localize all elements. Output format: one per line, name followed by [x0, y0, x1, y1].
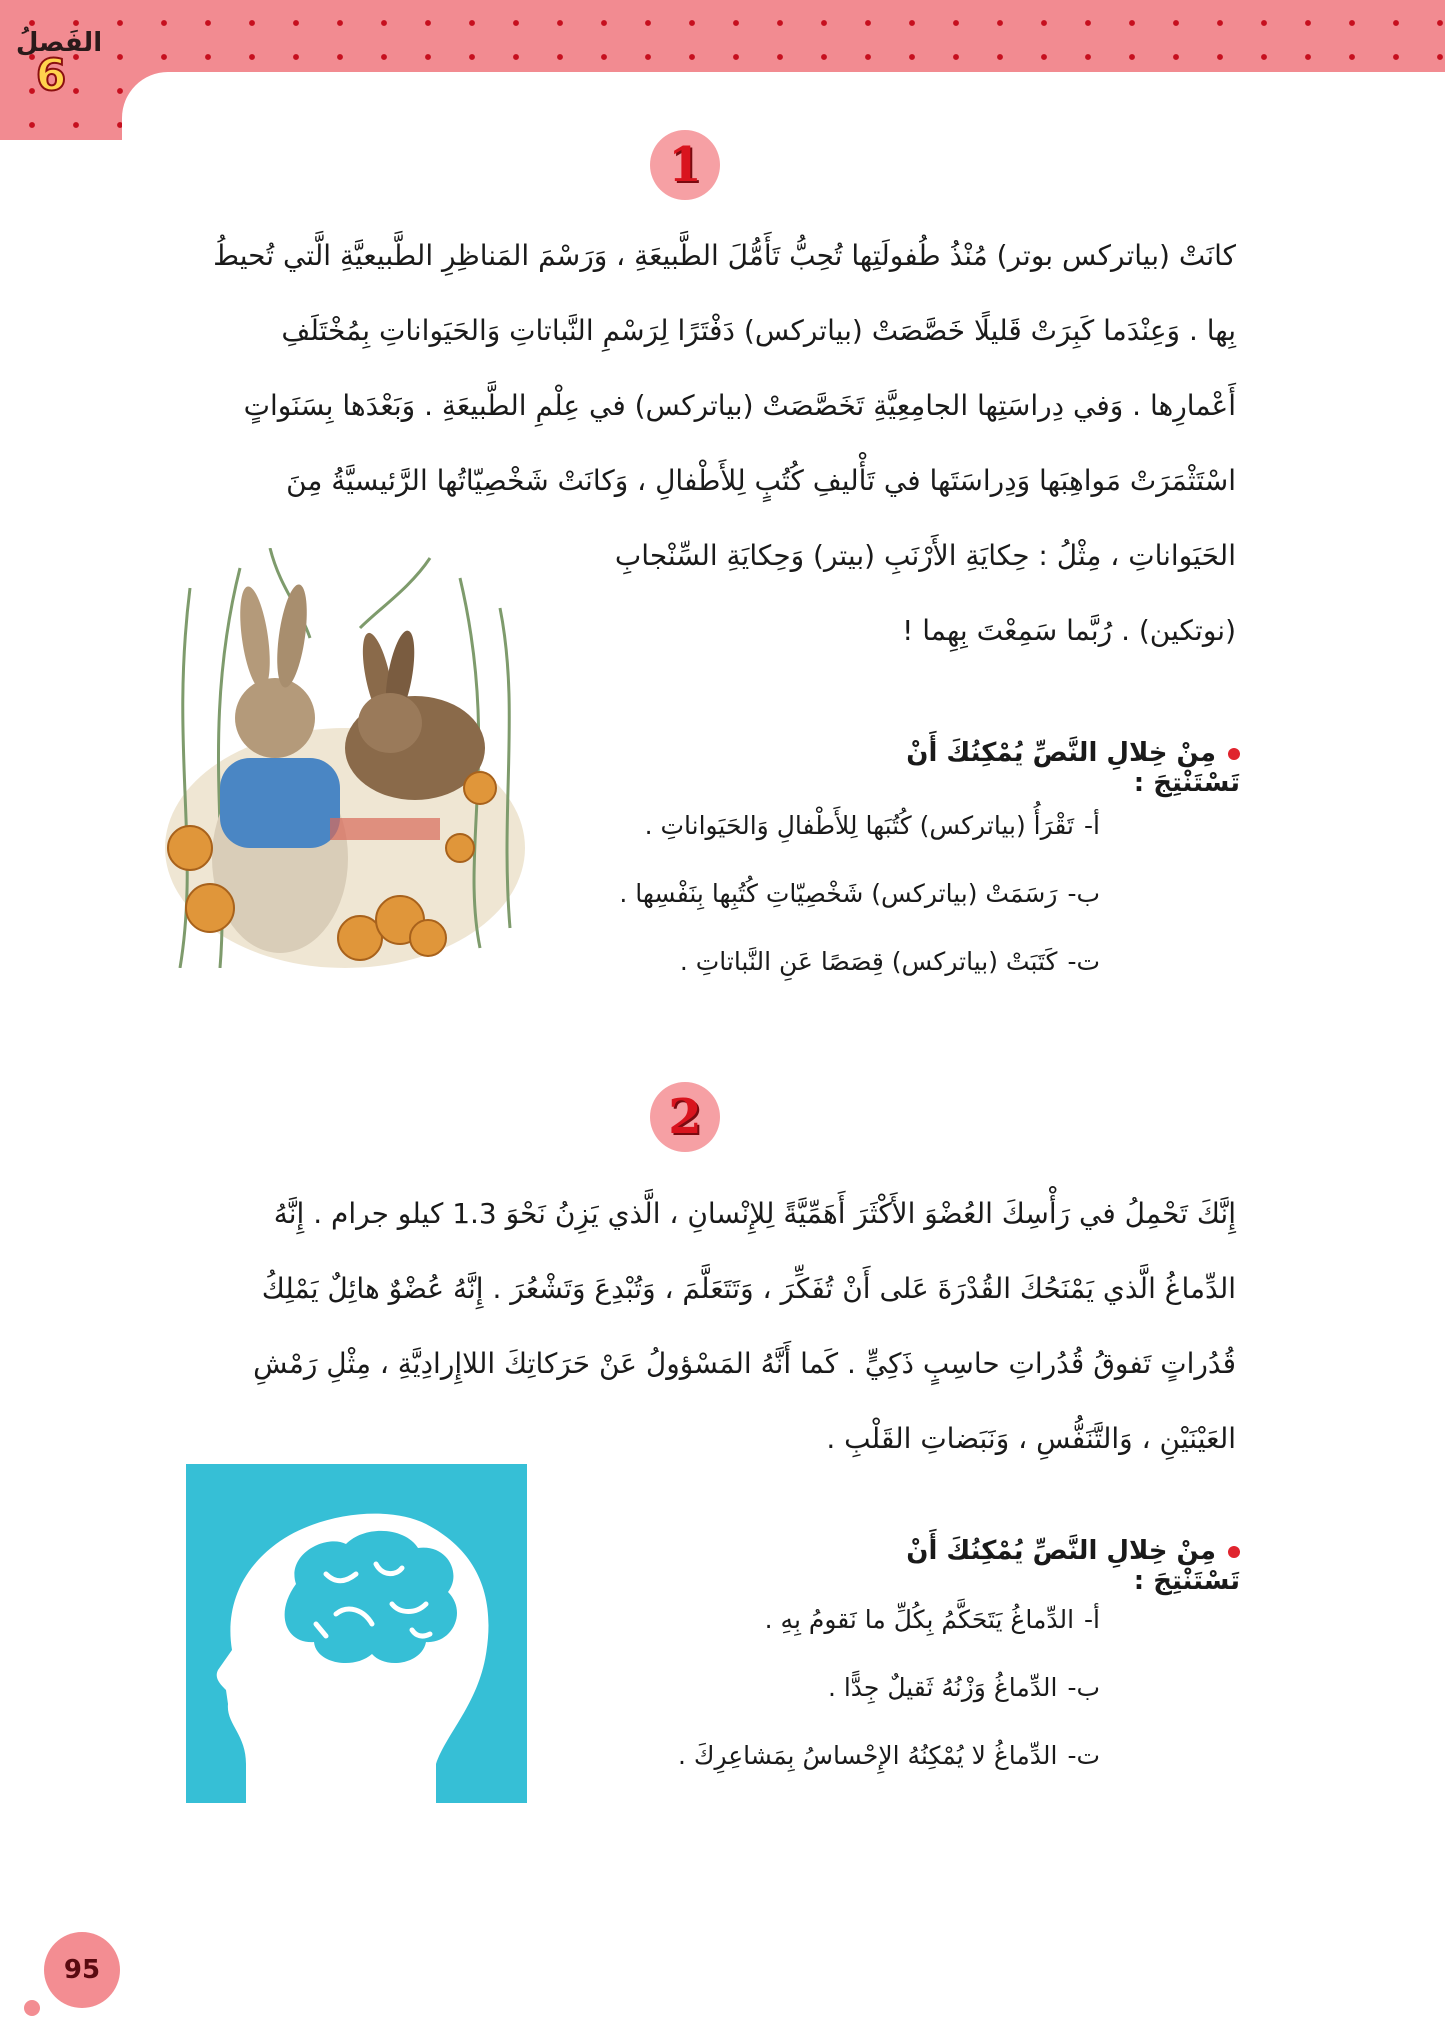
- section-badge-2: 2: [650, 1082, 720, 1152]
- page-number: 95: [44, 1932, 120, 2008]
- paragraph-line: إِنَّكَ تَحْمِلُ في رَأْسِكَ العُضْوَ الأَكْثَرَ أَهَمِّيَّةً لِلإِنْسانِ ، الَّذي يَزِنُ نَحْوَ 1.3 كيلو جرام . إِنَّهُ: [273, 1197, 1236, 1230]
- option-a: [600, 1586, 1100, 1654]
- paragraph-line: كانَتْ (بياتركس بوتر) مُنْذُ طُفولَتِها تُحِبُّ تَأَمُّلَ الطَّبيعَةِ ، وَرَسْمَ المَناظِرِ الطَّبيعيَّةِ الَّتي تُحيطُ: [213, 239, 1236, 272]
- section-badge-1: 1: [650, 130, 720, 200]
- paragraph-line: الحَيَواناتِ ، مِثْلُ : حِكايَةِ الأَرْنَبِ (بيتر) وَحِكايَةِ السِّنْجابِ: [614, 539, 1236, 572]
- paragraph-line: العَيْنَيْنِ ، وَالتَّنَفُّسِ ، وَنَبَضاتِ القَلْبِ .: [826, 1422, 1236, 1455]
- option-a: [560, 792, 1100, 860]
- bullet-icon: [1228, 1546, 1240, 1558]
- option-b: [600, 1654, 1100, 1722]
- option-letter: أ-: [1084, 1605, 1100, 1634]
- option-letter: ب-: [1067, 879, 1100, 908]
- option-c: [600, 1722, 1100, 1790]
- options-1: [560, 792, 1100, 996]
- chapter-number: 6: [35, 50, 67, 101]
- paragraph-line: (نوتكين) . رُبَّما سَمِعْتَ بِهِما !: [902, 614, 1236, 647]
- option-text: الدِّماغُ لا يُمْكِنُهُ الإِحْساسُ بِمَشاعِرِكَ .: [677, 1741, 1058, 1770]
- chapter-label: الفَصلُ: [15, 28, 103, 58]
- option-text: الدِّماغُ وَزْنُهُ ثَقيلٌ جِدًّا .: [827, 1673, 1058, 1702]
- paragraph-line: الدِّماغُ الَّذي يَمْنَحُكَ القُدْرَةَ عَلى أَنْ تُفَكِّرَ ، وَتَتَعَلَّمَ ، وَتُبْدِعَ وَتَشْعُرَ . إِنَّهُ عُضْوٌ هائِلٌ يَمْلِكُ: [261, 1272, 1236, 1305]
- paragraph-line: أَعْمارِها . وَفي دِراسَتِها الجامِعِيَّةِ تَخَصَّصَتْ (بياتركس) في عِلْمِ الطَّبيعَةِ . وَبَعْدَها بِسَنَواتٍ: [243, 389, 1236, 422]
- paragraph-line: قُدُراتٍ تَفوقُ قُدُراتِ حاسِبٍ ذَكِيٍّ . كَما أَنَّهُ المَسْؤولُ عَنْ حَرَكاتِكَ اللاإِرادِيَّةِ ، مِثْلِ رَمْشِ: [253, 1347, 1236, 1380]
- options-2: [600, 1586, 1100, 1790]
- option-b: [560, 860, 1100, 928]
- option-letter: أ-: [1084, 811, 1100, 840]
- paragraph-line: اسْتَثْمَرَتْ مَواهِبَها وَدِراسَتَها في تَأْليفِ كُتُبٍ لِلأَطْفالِ ، وَكانَتْ شَخْصِيّاتُها الرَّئيسيَّةُ مِنَ: [286, 464, 1236, 497]
- option-letter: ت-: [1067, 1741, 1100, 1770]
- bullet-icon: [1228, 748, 1240, 760]
- decorative-dot: [24, 2000, 40, 2016]
- option-text: تَقْرَأُ (بياتركس) كُتُبَها لِلأَطْفالِ وَالحَيَواناتِ .: [644, 811, 1075, 840]
- option-c: [560, 928, 1100, 996]
- option-text: الدِّماغُ يَتَحَكَّمُ بِكُلِّ ما نَقومُ بِهِ .: [764, 1605, 1075, 1634]
- question-1: [840, 738, 1240, 798]
- head-brain-icon: [186, 1464, 527, 1803]
- option-text: رَسَمَتْ (بياتركس) شَخْصِيّاتِ كُتُبِها بِنَفْسِها .: [619, 879, 1058, 908]
- option-letter: ب-: [1067, 1673, 1100, 1702]
- question-2-text: مِنْ خِلالِ النَّصِّ يُمْكِنُكَ أَنْ تَسْتَنْتِجَ :: [906, 1536, 1240, 1596]
- chapter-tab: [14, 28, 124, 138]
- question-1-text: مِنْ خِلالِ النَّصِّ يُمْكِنُكَ أَنْ تَسْتَنْتِجَ :: [906, 738, 1240, 798]
- option-letter: ت-: [1067, 947, 1100, 976]
- option-text: كَتَبَتْ (بياتركس) قِصَصًا عَنِ النَّباتاتِ .: [679, 947, 1058, 976]
- rabbits-illustration: [160, 548, 530, 968]
- section-2-text: [136, 1176, 1236, 1476]
- paragraph-line: بِها . وَعِنْدَما كَبِرَتْ قَليلًا خَصَّصَتْ (بياتركس) دَفْتَرًا لِرَسْمِ النَّباتاتِ وَالحَيَواناتِ بِمُخْتَلَفِ: [281, 314, 1236, 347]
